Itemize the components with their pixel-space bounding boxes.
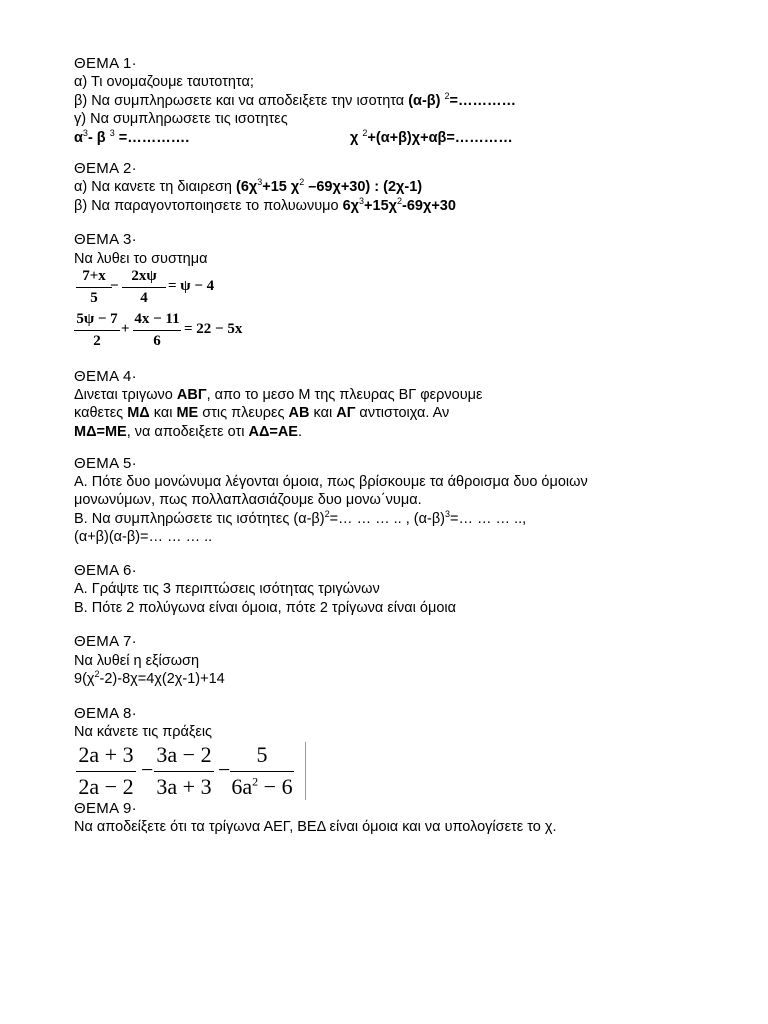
fraction-bar	[154, 771, 214, 772]
t8-fraction-2	[152, 742, 216, 800]
topic-1-identity-quadratic: χ $^2$+(α+β)χ+αβ=…………	[350, 128, 513, 146]
topic-6-line-2: Β. Πότε 2 πολύγωνα είναι όμοια, πότε 2 τρίγωνα είναι όμοια	[74, 600, 456, 616]
topic-5-title: ΘΕΜΑ 5·	[74, 455, 137, 472]
topic-5-line-2: μονωνύμων, πως πολλαπλασιάζουμε δυο μονω΄νυμα.	[74, 492, 422, 508]
eq1-numerator-2: 2xψ	[131, 268, 157, 284]
topic-7-line-1: Να λυθεί η εξίσωση	[74, 653, 200, 669]
t8-fraction-1	[74, 742, 138, 800]
eq2-numerator-2: 4x − 11	[134, 311, 180, 327]
fraction-bar	[122, 287, 166, 288]
eq2-denominator-2: 6	[153, 333, 161, 349]
eq1-fraction-2	[120, 268, 168, 308]
t8-fraction-3	[228, 742, 296, 800]
topic-3-text: Να λυθει το συστημα	[74, 251, 208, 267]
topic-1-identity-cubes: $\alpha^3-$ β $^3$ =………….	[74, 128, 190, 146]
eq1-denominator-1: 5	[90, 290, 98, 306]
eq1-rhs: = ψ − 4	[168, 278, 215, 294]
t8-numerator-1: 2a + 3	[78, 742, 134, 767]
topic-7-title: ΘΕΜΑ 7·	[74, 633, 137, 650]
fraction-bar	[76, 287, 112, 288]
topic-2-question-b: β) Να παραγοντοποιησετε το πολυωνυμο $6\chi^3+15\chi^2-69\chi+30$	[74, 196, 456, 214]
topic-5-line-3: Β. Να συμπληρώσετε τις ισότητες $(\alpha-\beta)^2=\dots$ … … .. , $(\alpha-\beta)^3=\dots$ … … ..,	[74, 509, 527, 527]
topic-6-title: ΘΕΜΑ 6·	[74, 562, 137, 579]
t8-denominator-2: 3a + 3	[156, 774, 212, 799]
topic-4-line-3: ΜΔ=ΜΕ, να αποδειξετε οτι ΑΔ=ΑΕ.	[74, 424, 303, 440]
eq1-numerator-1: 7+x	[82, 268, 106, 284]
eq2-operator: +	[121, 321, 130, 337]
topic-1-question-a: α) Τι ονομαζουμε ταυτοτητα;	[74, 74, 254, 90]
topic-2-question-a: α) Να κανετε τη διαιρεση ($6\chi^3+15$ $\chi^2$ –69χ+30) : (2χ-1)	[74, 177, 423, 195]
image-border	[305, 742, 306, 800]
fraction-bar	[76, 771, 136, 772]
topic-4-title: ΘΕΜΑ 4·	[74, 368, 137, 385]
t8-denominator-3: $6a^2 - 6$	[231, 774, 293, 799]
topic-7-equation: $9(\chi^2-2)-8\chi=4\chi(2\chi-1)+14$	[74, 669, 225, 687]
eq1-denominator-2: 4	[140, 290, 148, 306]
topic-5-line-4: (α+β)(α-β)=… … … ..	[74, 529, 213, 545]
topic-1-question-b: β) Να συμπληρωσετε και να αποδειξετε την ισοτητα (α-β) $^2$=…………	[74, 91, 516, 109]
topic-8-title: ΘΕΜΑ 8·	[74, 705, 137, 722]
topic-9-title: ΘΕΜΑ 9·	[74, 800, 137, 817]
topic-1-title: ΘΕΜΑ 1·	[74, 55, 137, 72]
topic-4-line-1: Δινεται τριγωνο ΑΒΓ, απο το μεσο Μ της πλευρας ΒΓ φερνουμε	[74, 387, 483, 403]
eq1-fraction-1	[74, 268, 114, 308]
topic-2-title: ΘΕΜΑ 2·	[74, 160, 137, 177]
eq1-operator: −	[110, 278, 119, 294]
t8-numerator-3: 5	[256, 742, 268, 767]
topic-9-text: Να αποδείξετε ότι τα τρίγωνα ΑΕΓ, ΒΕΔ είναι όμοια και να υπολογίσετε το χ.	[74, 819, 557, 835]
topic-1-question-c: γ) Να συμπληρωσετε τις ισοτητες	[74, 111, 288, 127]
eq2-numerator-1: 5ψ − 7	[76, 311, 118, 327]
eq2-denominator-1: 2	[93, 333, 101, 349]
eq2-fraction-1	[72, 311, 122, 351]
fraction-bar	[230, 771, 294, 772]
t8-numerator-2: 3a − 2	[156, 742, 212, 767]
t8-operator-1: −	[141, 757, 154, 782]
eq2-fraction-2	[131, 311, 183, 351]
topic-6-line-1: Α. Γράψτε τις 3 περιπτώσεις ισότητας τριγώνων	[74, 581, 380, 597]
topic-4-line-2: καθετες ΜΔ και ΜΕ στις πλευρες ΑΒ και ΑΓ αντιστοιχα. Αν	[74, 405, 450, 421]
topic-3-title: ΘΕΜΑ 3·	[74, 231, 137, 248]
fraction-bar	[133, 330, 181, 331]
topic-5-line-1: Α. Πότε δυο μονώνυμα λέγονται όμοια, πως βρίσκουμε τα άθροισμα δυο όμοιων	[74, 474, 588, 490]
t8-operator-2: −	[218, 757, 231, 782]
topic-8-text: Να κάνετε τις πράξεις	[74, 724, 213, 740]
eq2-rhs: = 22 − 5x	[184, 321, 243, 337]
fraction-bar	[74, 330, 120, 331]
t8-denominator-1: 2a − 2	[78, 774, 134, 799]
